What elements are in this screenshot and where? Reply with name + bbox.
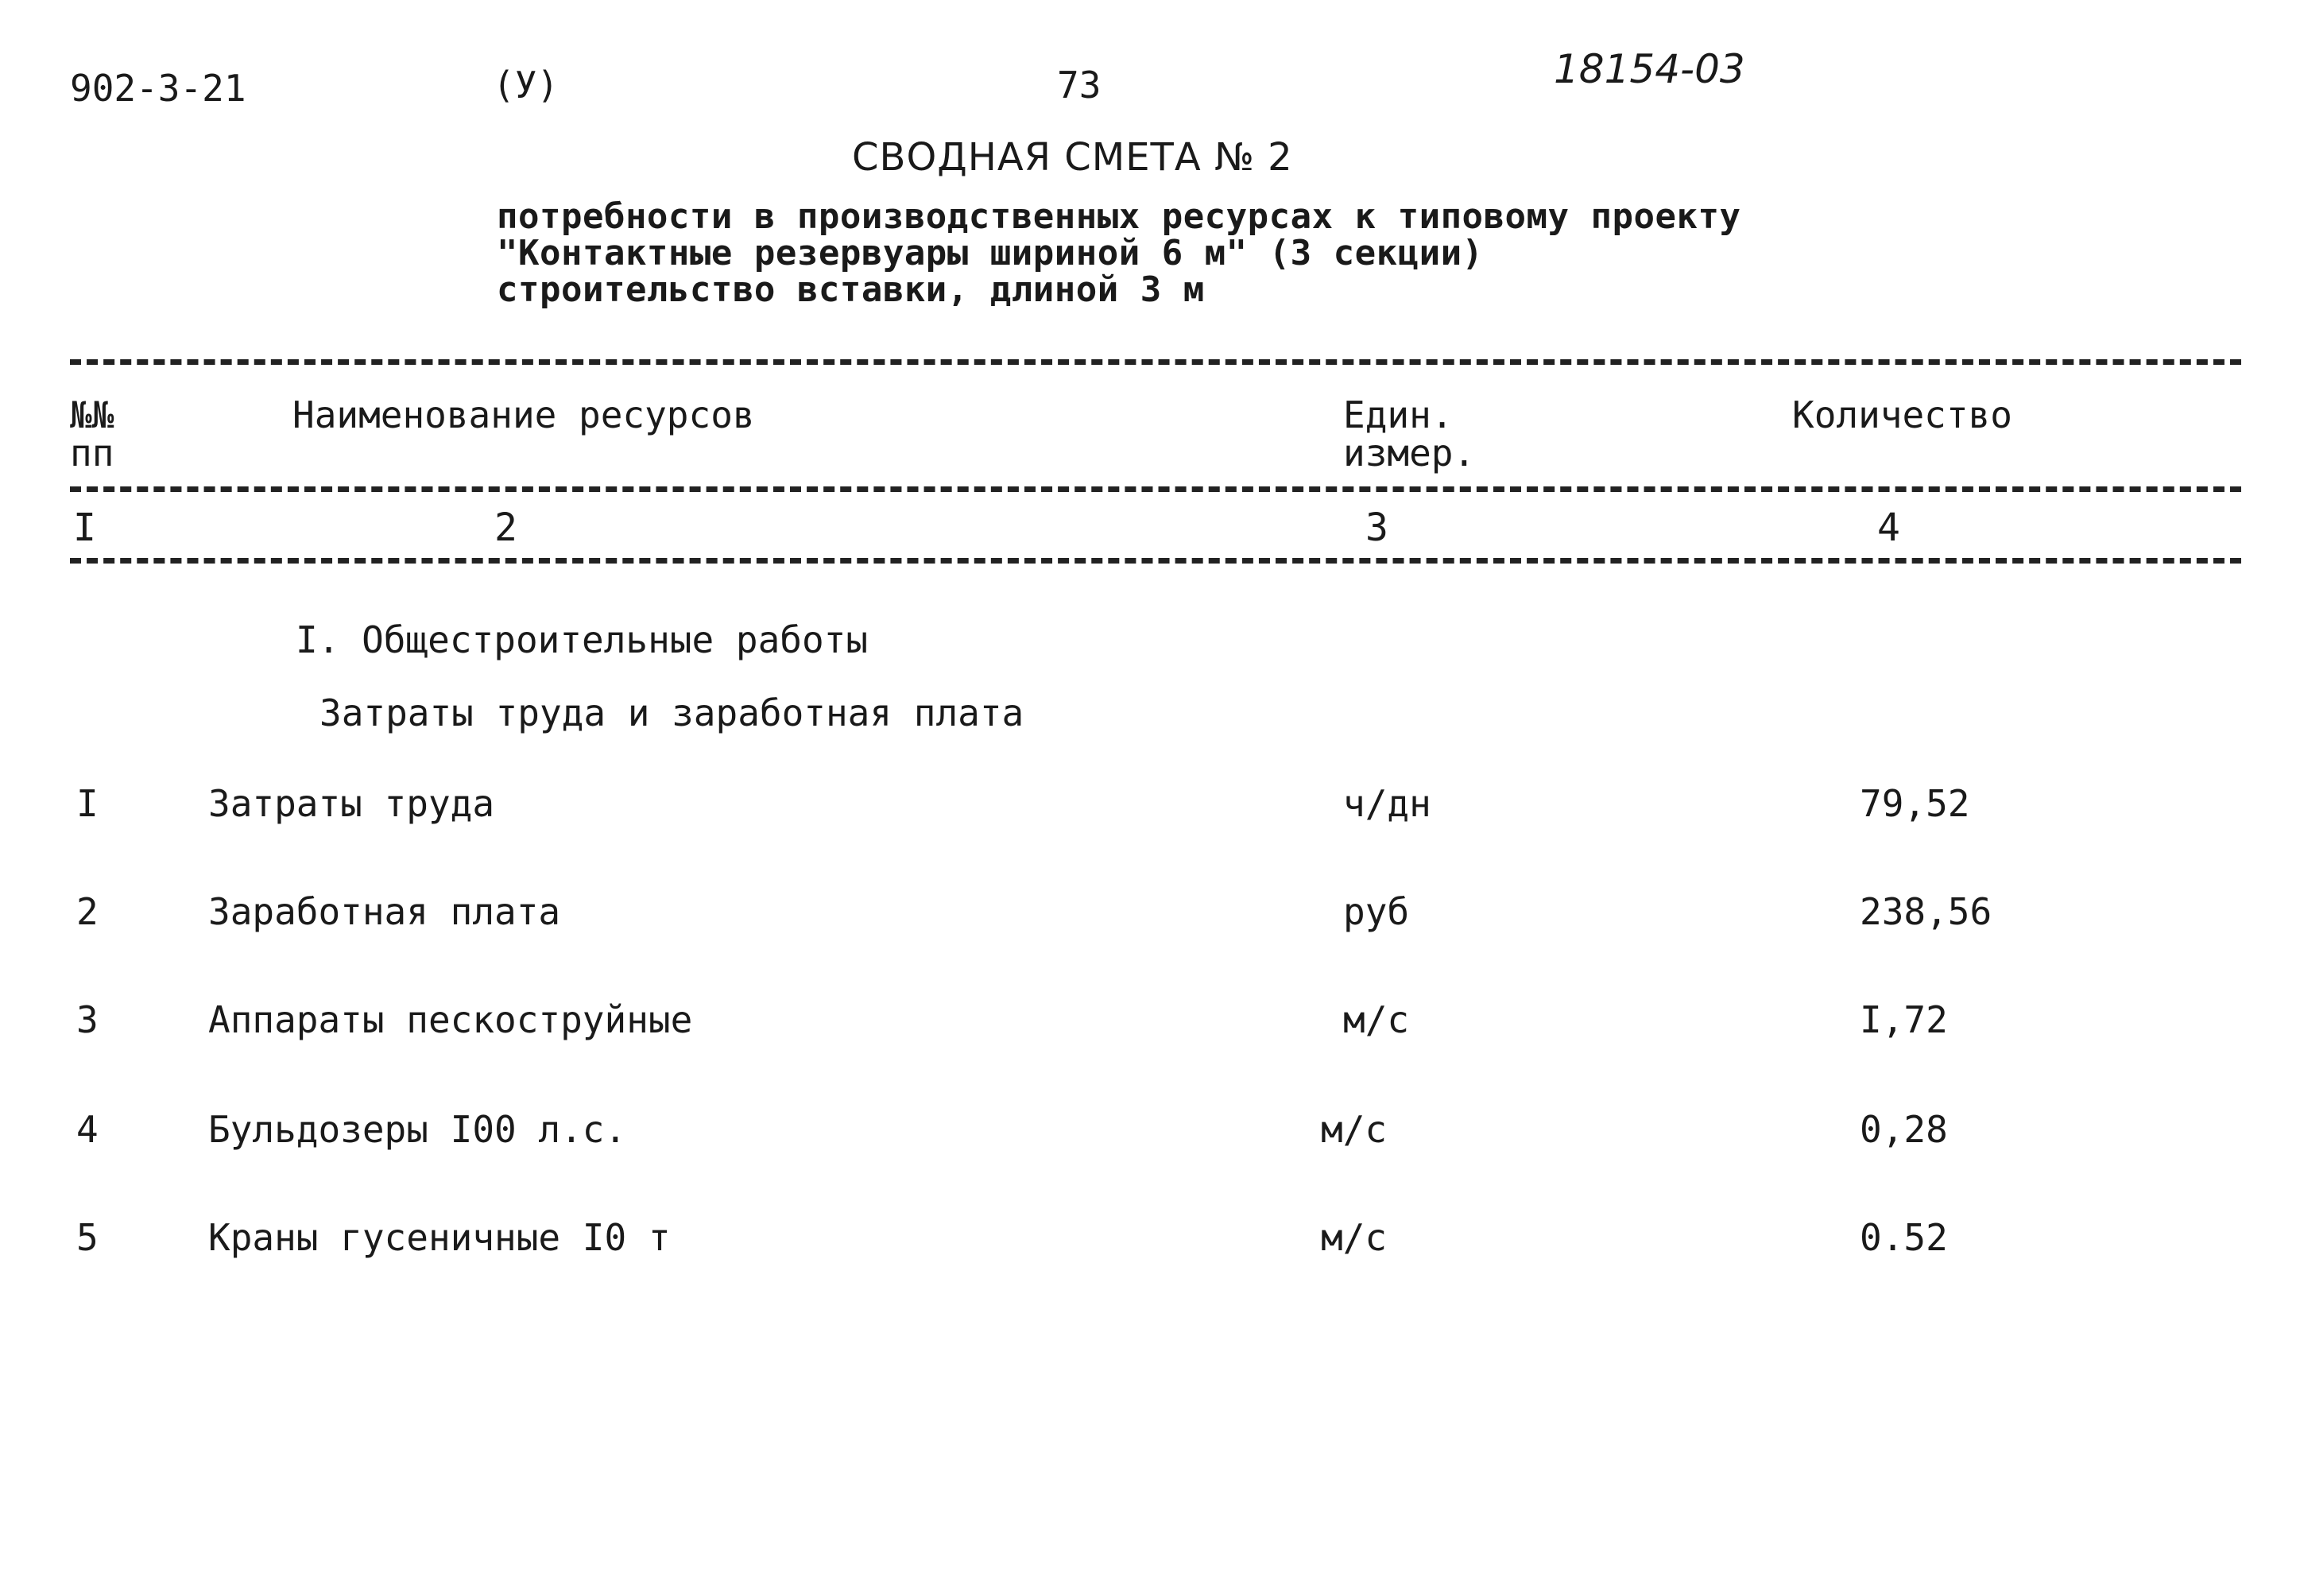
document-title: СВОДНАЯ СМЕТА № 2 [852, 135, 1293, 180]
column-header-number-line-1: №№ [70, 393, 114, 436]
column-header-unit-line-1: Един. [1343, 393, 1454, 436]
subtitle-line-3: строительство вставки, длиной 3 м [497, 269, 1205, 310]
row-number: 5 [76, 1216, 99, 1259]
subtitle-line-1: потребности в производственных ресурсах к типовому проекту [497, 196, 1741, 237]
handwritten-number: 18154-03 [1554, 46, 1745, 92]
table-top-rule [70, 359, 2241, 365]
row-unit: ч/дн [1343, 782, 1431, 825]
row-resource-name: Аппараты пескоструйные [208, 998, 693, 1041]
column-header-unit [1343, 393, 1476, 475]
row-resource-name: Затраты труда [208, 782, 495, 825]
column-number-4: 4 [1877, 506, 1900, 550]
column-header-name: Наименование ресурсов [292, 393, 755, 436]
page-number: 73 [1057, 64, 1102, 107]
column-number-1: I [73, 506, 96, 550]
row-quantity: I,72 [1860, 998, 1948, 1041]
column-number-2: 2 [494, 506, 517, 550]
column-header-number [70, 393, 114, 475]
row-number: 2 [76, 890, 99, 933]
row-resource-name: Краны гусеничные I0 т [208, 1216, 671, 1259]
column-header-number-line-2: пп [70, 432, 114, 475]
row-quantity: 0.52 [1860, 1216, 1948, 1259]
row-number: 4 [76, 1108, 99, 1151]
row-resource-name: Бульдозеры I00 л.с. [208, 1108, 627, 1151]
column-header-quantity: Количество [1792, 393, 2012, 436]
subsection-title: Затраты труда и заработная плата [319, 691, 1024, 734]
row-number: I [76, 782, 99, 825]
row-unit: м/с [1321, 1216, 1388, 1259]
column-number-3: 3 [1365, 506, 1388, 550]
row-quantity: 79,52 [1860, 782, 1970, 825]
row-quantity: 0,28 [1860, 1108, 1948, 1151]
row-quantity: 238,56 [1860, 890, 1992, 933]
row-unit: руб [1343, 890, 1410, 933]
row-resource-name: Заработная плата [208, 890, 561, 933]
table-header-rule [70, 486, 2241, 492]
subtitle-line-2: "Контактные резервуары шириной 6 м" (3 секции) [497, 233, 1484, 273]
row-number: 3 [76, 998, 99, 1041]
column-header-unit-line-2: измер. [1343, 432, 1476, 475]
section-title: I. Общестроительные работы [296, 618, 869, 661]
document-mark: (У) [493, 64, 560, 107]
row-unit: м/с [1321, 1108, 1388, 1151]
document-code: 902-3-21 [70, 67, 246, 110]
row-unit: м/с [1343, 998, 1410, 1041]
table-numbers-rule [70, 558, 2241, 564]
